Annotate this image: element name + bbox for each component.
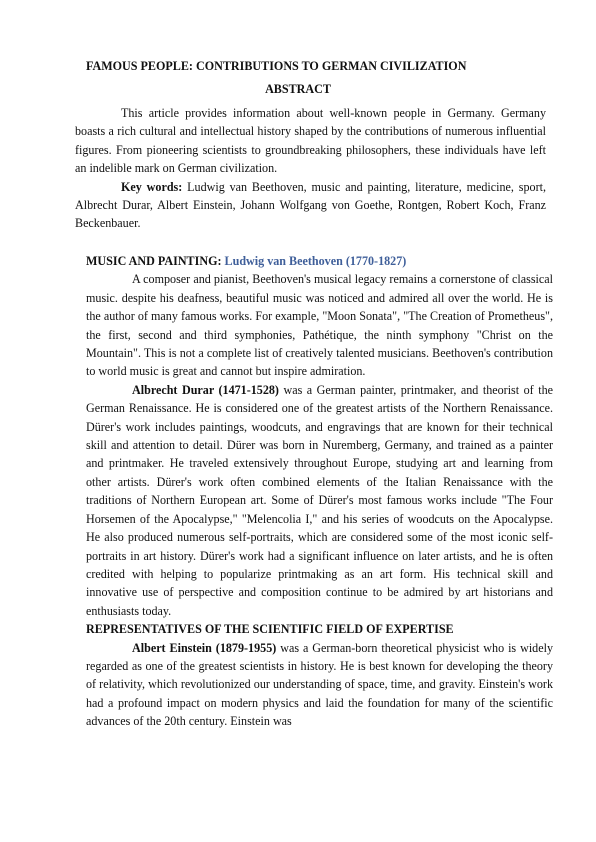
keywords-label: Key words: (121, 179, 183, 194)
beethoven-paragraph: A composer and pianist, Beethoven's musical legacy remains a cornerstone of classical music. despite his deafness, beautiful music was noticed and admired all over the world. He is the author of many famous works. For example, "Moon Sonata", "The Creation of Prometheus", the first, second and third symphonies, Pathétique, the ninth symphony "Christ on the Mountain". This is not a complete list of creatively talented musicians. Beethoven's contribution to world music is great and cannot but inspire admiration. (86, 272, 553, 379)
keywords-text: Ludwig van Beethoven, music and painting, literature, medicine, sport, Albrecht Durar, Albert Einstein, Johann Wolfgang von Goethe, Rontgen, Robert Koch, Franz Beckenbauer. (75, 179, 546, 231)
einstein-name: Albert Einstein (1879-1955) (132, 640, 277, 655)
music-section-heading (86, 252, 553, 270)
durer-paragraph (86, 381, 553, 620)
science-section-heading: REPRESENTATIVES OF THE SCIENTIFIC FIELD OF EXPERTISE (86, 622, 454, 637)
beethoven-heading-name: Ludwig van Beethoven (1770-1827) (224, 254, 407, 268)
abstract-section (75, 104, 546, 233)
abstract-paragraph: This article provides information about well-known people in Germany. Germany boasts a rich cultural and intellectual history shaped by the contributions of numerous influential figures. From pioneering scientists to groundbreaking philosophers, these individuals have left an indelible mark on German civilization. (75, 106, 546, 176)
einstein-paragraph (86, 639, 553, 731)
document-title: FAMOUS PEOPLE: CONTRIBUTIONS TO GERMAN CIVILIZATION (86, 59, 467, 73)
einstein-text: was a German-born theoretical physicist who is widely regarded as one of the greatest scientists in history. He is best known for developing the theory of relativity, which revolutionized our understanding of space, time, and gravity. Einstein's work had a profound impact on modern physics and laid the foundation for many of the scientific advances of the 20th century. Einstein was (86, 640, 553, 729)
main-body (86, 252, 553, 731)
abstract-heading: ABSTRACT (265, 82, 331, 96)
durer-name: Albrecht Durar (1471-1528) (132, 382, 279, 397)
music-heading-label: MUSIC AND PAINTING: (86, 254, 222, 268)
durer-text: was a German painter, printmaker, and theorist of the German Renaissance. He is considered one of the greatest artists of the Northern Renaissance. Dürer's work includes paintings, woodcuts, and engravings that are known for their technical skill and attention to detail. Dürer was born in Nuremberg, Germany, and trained as a painter and printmaker. He traveled extensively throughout Europe, studying art and learning from other artists. Dürer's work often combined elements of the Italian Renaissance with the traditions of Northern European art. Some of Dürer's most famous works include "The Four Horsemen of the Apocalypse," "Melencolia I," and his series of woodcuts on the Apocalypse. He also produced numerous self-portraits, which are considered some of the most iconic self-portraits in art history. Dürer's work had a significant influence on later artists, and he is often credited with helping to popularize printmaking as an art form. His technical skill and innovative use of perspective and composition continue to be admired by art historians and enthusiasts today. (86, 382, 553, 618)
keywords-paragraph (75, 178, 546, 233)
